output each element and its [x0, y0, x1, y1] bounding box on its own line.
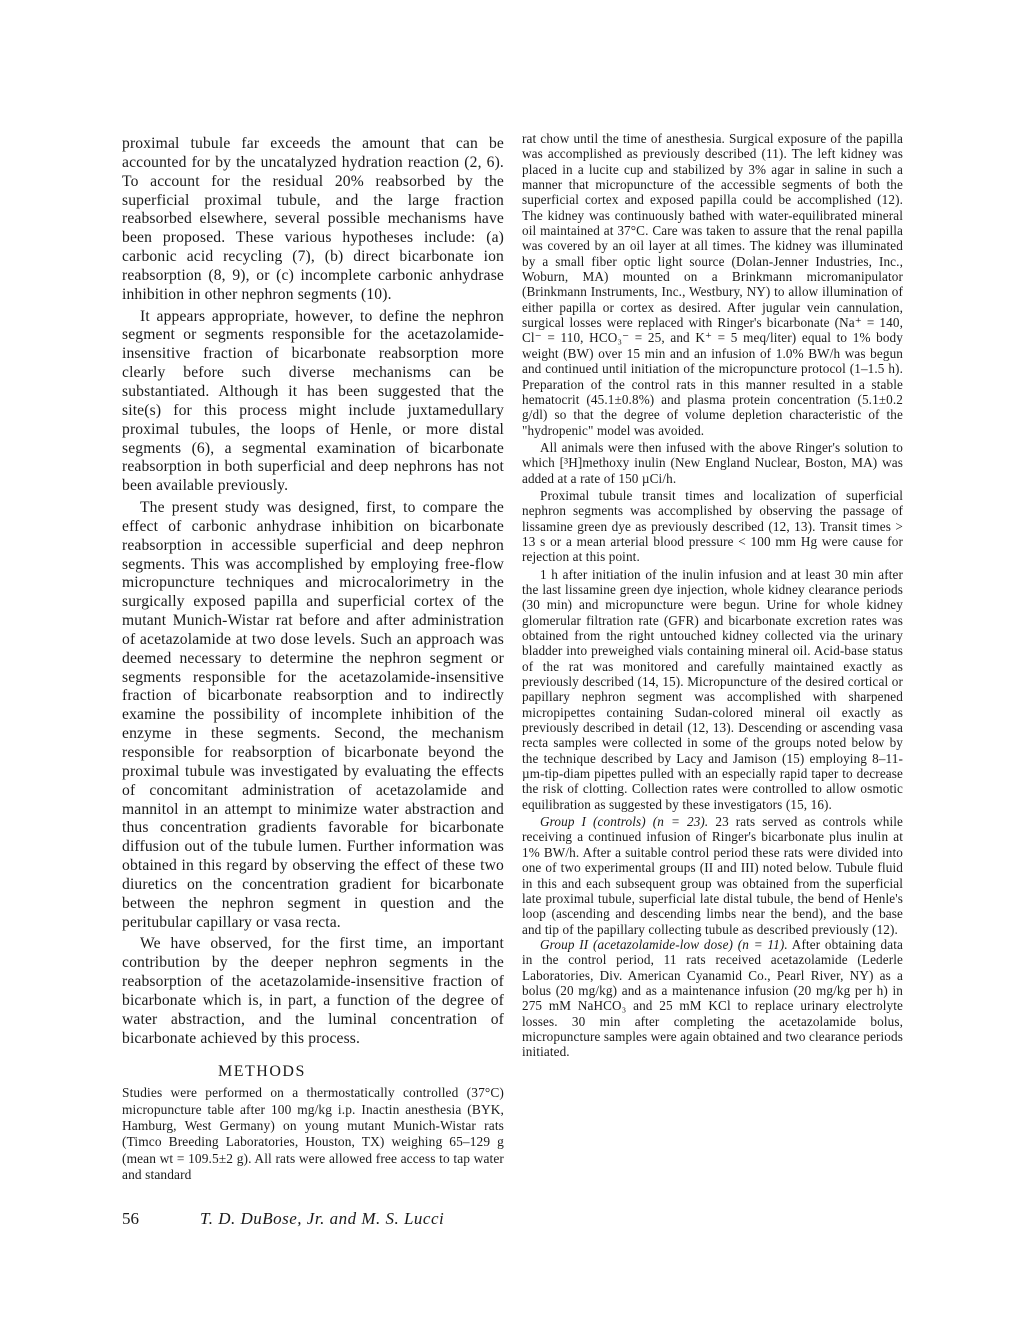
paragraph: It appears appropriate, however, to define the nephron segment or segments responsible for the acetazolamide-insensitive fraction of bicarbonate reabsorption more clearly before such diverse mechanisms can be substantiated. Although it has been suggested that the site(s) for this process might include juxtamedullary proximal tubules, the loops of Henle, or more distal segments (6), a segmental examination of bicarbonate reabsorption in both superficial and deep nephrons has not been available previously.: [122, 307, 504, 495]
section-heading-methods: METHODS: [218, 1062, 306, 1080]
group-2-heading: Group II (acetazolamide-low dose) (n = 11).: [540, 936, 788, 952]
group-1-text: 23 rats served as controls while receiving a continued infusion of Ringer's bicarbonate plus inulin at 1% BW/h. After a suitable control period these rats were divided into one of two experimental groups (II and III) noted below. Tubule fluid in this and each subsequent group was obtained from the superficial late proximal tubule, superficial late distal tubule, the bend of Henle's loop (ascending and descending limbs near the bend), and the base and tip of the papillary collecting tubule as described previously (12).: [522, 814, 903, 937]
group-1-heading: Group I (controls) (n = 23).: [540, 814, 709, 830]
paragraph: We have observed, for the first time, an important contribution by the deeper nephron segments in the reabsorption of the acetazolamide-insensitive fraction of bicarbonate which is, in part, a function of the degree of water abstraction, and the luminal concentration of bicarbonate achieved by this process.: [122, 935, 504, 1047]
group-1-paragraph: [522, 814, 903, 937]
page-footer: [122, 1209, 444, 1229]
paragraph: rat chow until the time of anesthesia. Surgical exposure of the papilla was accomplished as previously described (11). The left kidney was placed in a lucite cup and stabilized by 3% agar in saline in such a manner that micropuncture of the accessible segments of both the superficial cortex and exposed papilla could be accomplished (12). The kidney was continuously bathed with water-equilibrated mineral oil maintained at 37°C. Care was taken to assure that the renal papilla was covered by an oil layer at all times. The kidney was illuminated by a small fiber optic light source (Dolan-Jenner Industries, Inc., Woburn, MA) mounted on a Brinkmann micromanipulator (Brinkmann Instruments, Inc., Westbury, NY) to allow illumination of either papilla or cortex as desired. After jugular vein cannulation, surgical losses were replaced with Ringer's bicarbonate (Na⁺ = 140, Cl⁻ = 110, HCO₃⁻ = 25, and K⁺ = 5 meq/liter) equal to 1% body weight (BW) over 15 min and an infusion of 1.0% BW/h was begun and continued until initiation of the micropuncture protocol (1–1.5 h). Preparation of the control rats in this manner resulted in a stable hematocrit (45.1±0.8%) and plasma protein concentration (5.1±0.2 g/dl) so that the degree of volume depletion characteristic of the "hydropenic" model was avoided.: [522, 131, 903, 438]
paragraph: proximal tubule far exceeds the amount that can be accounted for by the uncatalyzed hydration reaction (2, 6). To account for the residual 20% reabsorbed by the superficial proximal tubule, and the large fraction reabsorbed elsewhere, several possible mechanisms have been proposed. These various hypotheses include: (a) carbonic acid recycling (7), (b) direct bicarbonate ion reabsorption (8, 9), or (c) incomplete carbonic anhydrase inhibition in other nephron segments (10).: [122, 135, 504, 303]
group-2-text: After obtaining data in the control period, 11 rats received acetazolamide (Lederle Laboratories, Div. American Cyanamid Co., Pearl River, NY) as a bolus (20 mg/kg) and as a maintenance infusion (20 mg/kg per h) in 275 mM NaHCO₃ and 25 mM KCl to replace urinary electrolyte losses. 30 min after completing the acetazolamide bolus, micropuncture samples were again obtained and two clearance periods initiated.: [522, 936, 903, 1060]
right-column: [522, 131, 903, 1060]
paragraph: All animals were then infused with the above Ringer's solution to which [³H]methoxy inulin (New England Nuclear, Boston, MA) was added at a rate of 150 µCi/h.: [522, 439, 903, 486]
page-number: 56: [122, 1209, 139, 1228]
group-2-paragraph: [522, 937, 903, 1060]
paragraph: 1 h after initiation of the inulin infusion and at least 30 min after the last lissamine green dye injection, whole kidney clearance periods (30 min) and micropuncture were begun. Urine for whole kidney glomerular filtration rate (GFR) and bicarbonate excretion rates was obtained from the right untouched kidney collected via the urinary bladder into preweighed vials containing mineral oil. Acid-base status of the rat was monitored and carefully maintained exactly as previously described (14, 15). Micropuncture of the desired cortical or papillary nephron segment was accomplished with sharpened micropipettes containing Sudan-colored mineral oil exactly as previously described in detail (12, 13). Descending or ascending vasa recta samples were collected in some of the groups noted below by the technique described by Lacy and Jamison (15) employing 8–11-µm-tip-diam pipettes pulled with an especially rapid taper to decrease the risk of clotting. Collection rates were controlled to allow osmotic equilibration as suggested by these investigators (15, 16).: [522, 566, 903, 812]
running-authors: T. D. DuBose, Jr. and M. S. Lucci: [200, 1209, 445, 1228]
left-column: [122, 135, 504, 1183]
paragraph: The present study was designed, first, to compare the effect of carbonic anhydrase inhibition on bicarbonate reabsorption in accessible superficial and deep nephron segments. This was accomplished by employing free-flow micropuncture techniques and microcalorimetry in the surgically exposed papilla and superficial cortex of the mutant Munich-Wistar rat before and after administration of acetazolamide at two dose levels. Such an approach was deemed necessary to determine the nephron segment or segments responsible for the acetazolamide-insensitive fraction of bicarbonate reabsorption and to indirectly examine the possibility of incomplete inhibition of the enzyme in these segments. Second, the mechanism responsible for reabsorption of bicarbonate beyond the proximal tubule was investigated by evaluating the effects of concomitant administration of acetazolamide and mannitol in an attempt to minimize water abstraction and thus concentration gradients favorable for bicarbonate diffusion out of the tubule lumen. Further information was obtained in this regard by observing the effect of these two diuretics on the concentration gradient for bicarbonate between the nephron segment in question and the peritubular capillary or vasa recta.: [122, 499, 504, 931]
paragraph: Proximal tubule transit times and localization of superficial nephron segments was accomplished by observing the passage of lissamine green dye as previously described (12, 13). Transit times > 13 s or a mean arterial blood pressure < 100 mm Hg were cause for rejection at this point.: [522, 487, 903, 565]
methods-paragraph: Studies were performed on a thermostatically controlled (37°C) micropuncture table after 100 mg/kg i.p. Inactin anesthesia (BYK, Hamburg, West Germany) on young mutant Munich-Wistar rats (Timco Breeding Laboratories, Houston, TX) weighing 65–129 g (mean wt = 109.5±2 g). All rats were allowed free access to tap water and standard: [122, 1085, 504, 1182]
